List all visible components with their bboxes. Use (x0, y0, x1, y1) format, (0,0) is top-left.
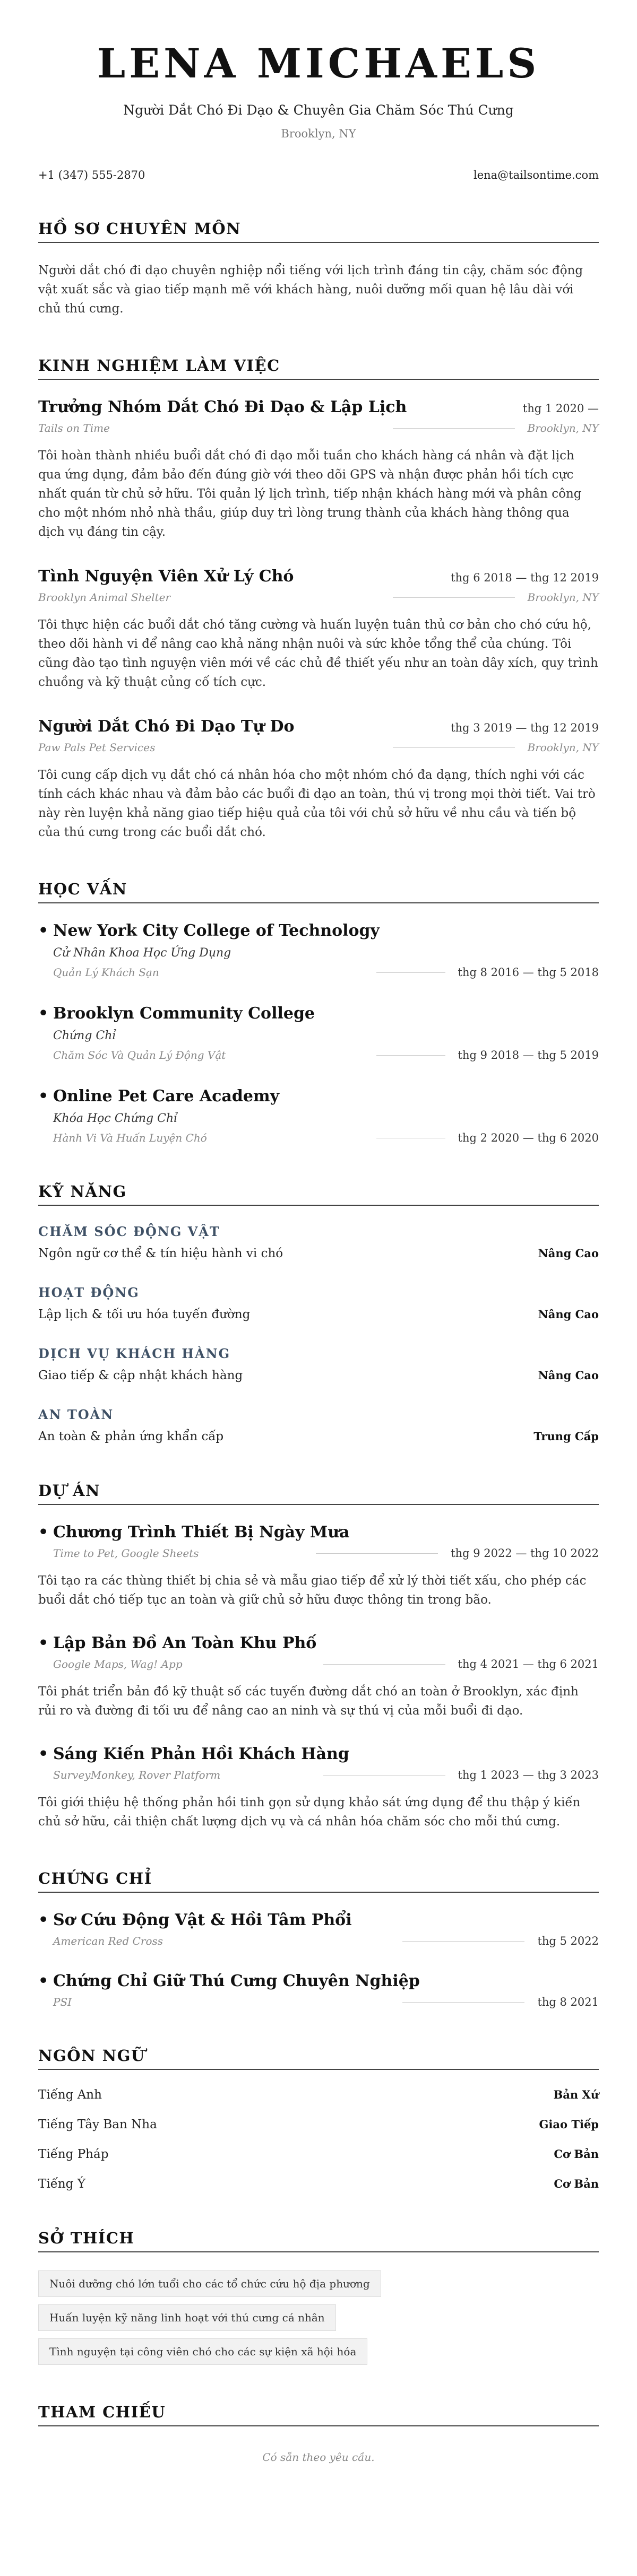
skill-name: An toàn & phản ứng khẩn cấp (38, 1430, 224, 1443)
project-tools: Google Maps, Wag! App (53, 1658, 183, 1670)
job-title: Trưởng Nhóm Dắt Chó Đi Dạo & Lập Lịch (38, 398, 407, 416)
job-description: Tôi hoàn thành nhiều buổi dắt chó đi dạo mỗi tuần cho khách hàng cá nhân và đặt lịch qua ứng dụng, đảm bảo đến đúng giờ với theo dõi GPS và nhận được phản hồi tích cực nhất quán từ chủ sở hữu. Tôi quản lý lịch trình, tiếp nhận khách hàng mới và phân công cho một nhóm nhỏ nhà thầu, giúp duy trì lòng trung thành của khách hàng thông qua dịch vụ đáng tin cậy. (38, 449, 582, 539)
divider (376, 972, 445, 973)
degree-name: Cử Nhân Khoa Học Ứng Dụng (53, 946, 231, 960)
certification-title: Sơ Cứu Động Vật & Hồi Tâm Phổi (53, 1911, 352, 1929)
project-title: Sáng Kiến Phản Hồi Khách Hàng (53, 1745, 349, 1763)
section-title-skills: KỸ NĂNG (38, 1182, 599, 1206)
language-row (38, 2177, 599, 2191)
candidate-location: Brooklyn, NY (281, 127, 356, 140)
divider (376, 1055, 445, 1056)
phone-number: +1 (347) 555-2870 (38, 169, 145, 181)
job-description: Tôi thực hiện các buổi dắt chó tăng cường và huấn luyện tuân thủ cơ bản cho chó cứu hộ, theo dõi hành vi để nâng cao khả năng nhận nuôi và sức khỏe tổng thể của chúng. Tôi cũng đào tạo tình nguyện viên mới về các chủ đề thiết yếu như an toàn dây xích, quy trình chuồng và kỹ thuật củng cố tích cực. (38, 618, 598, 689)
language-name: Tiếng Tây Ban Nha (38, 2118, 157, 2131)
project-title: Lập Bản Đồ An Toàn Khu Phố (53, 1634, 317, 1652)
job-location: Brooklyn, NY (527, 422, 599, 434)
profile-section (38, 220, 599, 318)
job-title: Tình Nguyện Viên Xử Lý Chó (38, 567, 294, 586)
references-section (38, 2403, 599, 2464)
certifications-section (38, 1869, 599, 2008)
bullet-icon: • (38, 1523, 49, 1542)
language-row (38, 2088, 599, 2102)
degree-name: Chứng Chỉ (53, 1029, 116, 1042)
section-title-education: HỌC VẤN (38, 880, 599, 903)
project-tools: Time to Pet, Google Sheets (53, 1547, 199, 1560)
project-dates: thg 9 2022 — thg 10 2022 (451, 1547, 599, 1560)
job-dates: thg 6 2018 — thg 12 2019 (451, 571, 599, 584)
project-dates: thg 1 2023 — thg 3 2023 (458, 1769, 599, 1781)
project-entry (38, 1523, 599, 1609)
profile-text: Người dắt chó đi dạo chuyên nghiệp nổi tiếng với lịch trình đáng tin cậy, chăm sóc động vật xuất sắc và giao tiếp mạnh mẽ với khách hàng, nuôi dưỡng mối quan hệ lâu dài với chủ thú cưng. (38, 264, 583, 316)
divider (323, 1775, 445, 1776)
skill-level: Nâng Cao (538, 1369, 599, 1382)
contact-row (38, 169, 599, 181)
education-dates: thg 2 2020 — thg 6 2020 (458, 1132, 599, 1144)
interest-list (38, 2270, 599, 2365)
job-location: Brooklyn, NY (527, 741, 599, 754)
languages-section (38, 2047, 599, 2191)
skills-section (38, 1182, 599, 1443)
language-row (38, 2147, 599, 2161)
job-entry (38, 567, 599, 692)
email-address: lena@tailsontime.com (473, 169, 599, 181)
section-title-projects: DỰ ÁN (38, 1482, 599, 1505)
bullet-icon: • (38, 1972, 49, 1990)
skill-level: Nâng Cao (538, 1308, 599, 1321)
education-dates: thg 8 2016 — thg 5 2018 (458, 966, 599, 979)
skill-category: AN TOÀN (38, 1407, 114, 1422)
divider (402, 1941, 524, 1942)
job-dates: thg 3 2019 — thg 12 2019 (451, 721, 599, 734)
skill-category: HOẠT ĐỘNG (38, 1285, 140, 1300)
section-title-profile: HỒ SƠ CHUYÊN MÔN (38, 220, 599, 243)
field-of-study: Quản Lý Khách Sạn (53, 966, 159, 979)
section-title-experience: KINH NGHIỆM LÀM VIỆC (38, 356, 599, 380)
job-company: Paw Pals Pet Services (38, 741, 156, 754)
bullet-icon: • (38, 1745, 49, 1763)
divider (323, 1664, 445, 1665)
bullet-icon: • (38, 921, 49, 940)
education-entry (38, 921, 599, 979)
project-entry (38, 1745, 599, 1831)
certification-issuer: American Red Cross (53, 1935, 163, 1947)
project-entry (38, 1634, 599, 1720)
project-dates: thg 4 2021 — thg 6 2021 (458, 1658, 599, 1670)
divider (393, 597, 515, 598)
section-title-languages: NGÔN NGỮ (38, 2047, 599, 2070)
projects-section (38, 1482, 599, 1831)
language-name: Tiếng Pháp (38, 2147, 109, 2161)
field-of-study: Chăm Sóc Và Quản Lý Động Vật (53, 1049, 226, 1061)
certification-date: thg 5 2022 (537, 1935, 599, 1947)
school-name: New York City College of Technology (53, 921, 380, 940)
section-title-certifications: CHỨNG CHỈ (38, 1869, 599, 1893)
bullet-icon: • (38, 1911, 49, 1929)
certification-entry (38, 1911, 599, 1947)
language-level: Cơ Bản (554, 2177, 599, 2190)
degree-name: Khóa Học Chứng Chỉ (53, 1112, 178, 1125)
interest-tag: Tình nguyện tại công viên chó cho các sự kiện xã hội hóa (38, 2338, 367, 2365)
language-name: Tiếng Anh (38, 2088, 102, 2102)
job-entry (38, 717, 599, 842)
skill-level: Nâng Cao (538, 1247, 599, 1260)
certification-date: thg 8 2021 (537, 1996, 599, 2008)
job-title: Người Dắt Chó Đi Dạo Tự Do (38, 717, 295, 736)
interests-section (38, 2229, 599, 2365)
bullet-icon: • (38, 1087, 49, 1106)
field-of-study: Hành Vi Và Huấn Luyện Chó (53, 1132, 207, 1144)
language-level: Bản Xứ (553, 2088, 599, 2101)
bullet-icon: • (38, 1634, 49, 1652)
job-company: Brooklyn Animal Shelter (38, 591, 171, 604)
divider (393, 747, 515, 748)
language-name: Tiếng Ý (38, 2177, 85, 2191)
skill-name: Lập lịch & tối ưu hóa tuyến đường (38, 1308, 251, 1321)
project-description: Tôi giới thiệu hệ thống phản hồi tinh gọn sử dụng khảo sát ứng dụng để thu thập ý kiến chủ sở hữu, cải thiện chất lượng dịch vụ và cá nhân hóa chăm sóc cho mỗi thú cưng. (38, 1796, 581, 1829)
skill-category: CHĂM SÓC ĐỘNG VẬT (38, 1224, 220, 1239)
project-description: Tôi tạo ra các thùng thiết bị chia sẻ và mẫu giao tiếp để xử lý thời tiết xấu, cho phép các buổi dắt chó tiếp tục an toàn và giữ chủ sở hữu được thông tin trong bão. (38, 1574, 587, 1607)
references-text: Có sẵn theo yêu cầu. (262, 2451, 375, 2464)
interest-tag: Nuôi dưỡng chó lớn tuổi cho các tổ chức cứu hộ địa phương (38, 2270, 381, 2297)
section-title-interests: SỞ THÍCH (38, 2229, 599, 2252)
language-level: Cơ Bản (554, 2147, 599, 2161)
divider (316, 1553, 438, 1554)
resume-header (38, 0, 599, 140)
divider (393, 428, 515, 429)
section-title-references: THAM CHIẾU (38, 2403, 599, 2426)
divider (402, 2002, 524, 2003)
job-location: Brooklyn, NY (527, 591, 599, 604)
education-dates: thg 9 2018 — thg 5 2019 (458, 1049, 599, 1061)
experience-section (38, 356, 599, 842)
skill-row (38, 1369, 599, 1382)
education-entry (38, 1004, 599, 1061)
language-row (38, 2118, 599, 2131)
job-entry (38, 398, 599, 542)
skill-name: Giao tiếp & cập nhật khách hàng (38, 1369, 243, 1382)
candidate-name: LENA MICHAELS (97, 40, 540, 87)
interest-tag: Huấn luyện kỹ năng linh hoạt với thú cưng cá nhân (38, 2304, 336, 2331)
school-name: Online Pet Care Academy (53, 1087, 280, 1106)
bullet-icon: • (38, 1004, 49, 1023)
job-company: Tails on Time (38, 422, 110, 434)
skill-row (38, 1308, 599, 1321)
project-tools: SurveyMonkey, Rover Platform (53, 1769, 221, 1781)
job-dates: thg 1 2020 — (522, 402, 599, 415)
skill-name: Ngôn ngữ cơ thể & tín hiệu hành vi chó (38, 1247, 283, 1260)
candidate-subtitle: Người Dắt Chó Đi Dạo & Chuyên Gia Chăm Sóc Thú Cưng (123, 102, 514, 118)
certification-entry (38, 1972, 599, 2008)
skill-row (38, 1430, 599, 1443)
skill-level: Trung Cấp (533, 1430, 599, 1443)
skill-category: DỊCH VỤ KHÁCH HÀNG (38, 1346, 231, 1361)
certification-title: Chứng Chỉ Giữ Thú Cưng Chuyên Nghiệp (53, 1972, 420, 1990)
job-description: Tôi cung cấp dịch vụ dắt chó cá nhân hóa cho một nhóm chó đa dạng, thích nghi với các tính cách khác nhau và đảm bảo các buổi đi dạo an toàn, thú vị trong mọi thời tiết. Vai trò này rèn luyện khả năng giao tiếp hiệu quả của tôi với chủ sở hữu về nhu cầu và tiến bộ của thú cưng trong các buổi dắt chó. (38, 768, 596, 839)
education-entry (38, 1087, 599, 1144)
project-title: Chương Trình Thiết Bị Ngày Mưa (53, 1523, 350, 1542)
school-name: Brooklyn Community College (53, 1004, 315, 1023)
project-description: Tôi phát triển bản đồ kỹ thuật số các tuyến đường dắt chó an toàn ở Brooklyn, xác định rủi ro và đường đi tối ưu để nâng cao an ninh và sự thú vị của mỗi buổi đi dạo. (38, 1685, 579, 1718)
language-level: Giao Tiếp (539, 2118, 599, 2131)
skill-row (38, 1247, 599, 1260)
certification-issuer: PSI (53, 1996, 72, 2008)
education-section (38, 880, 599, 1144)
